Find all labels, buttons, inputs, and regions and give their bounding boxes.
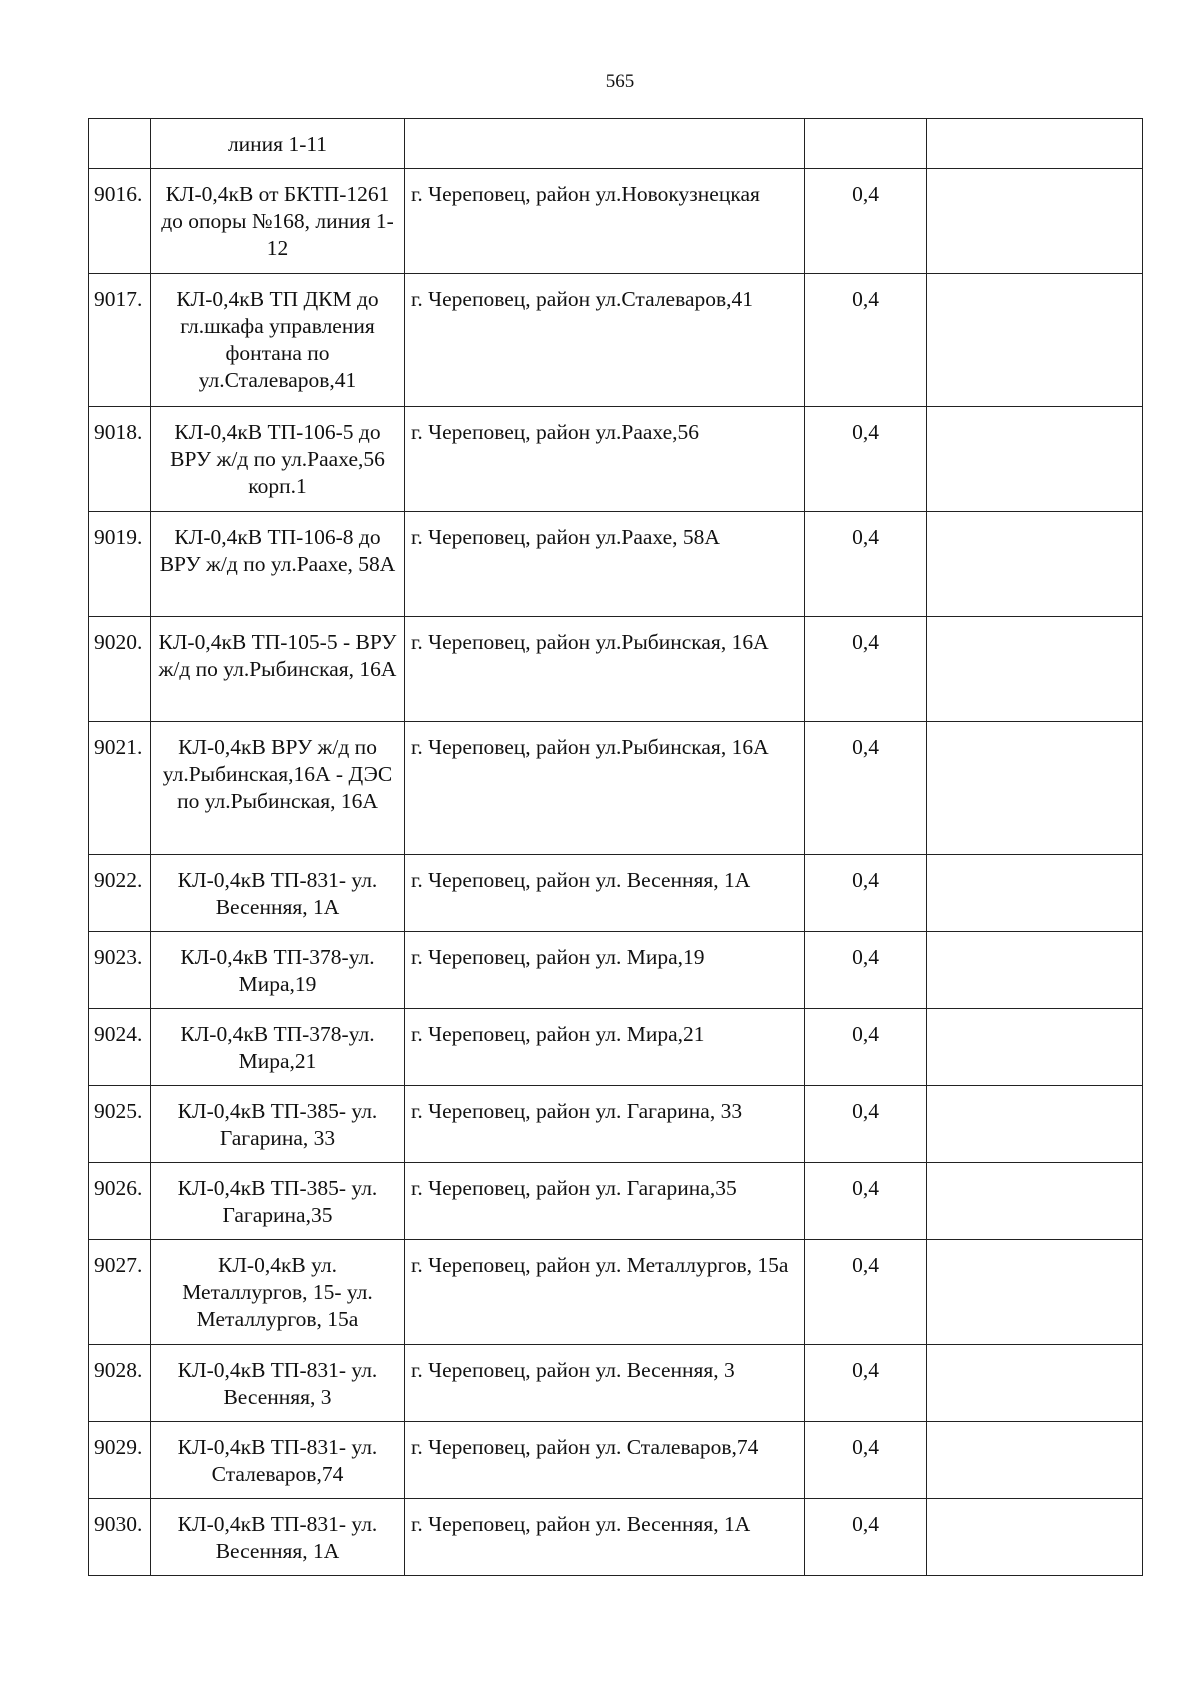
row-number: 9027. [89, 1240, 151, 1345]
page-number: 565 [605, 71, 635, 92]
row-number: 9016. [89, 169, 151, 274]
table-row [89, 274, 1143, 407]
voltage-cell: 0,4 [805, 407, 927, 512]
table-row [89, 1009, 1143, 1086]
note-cell [927, 1240, 1143, 1345]
row-number: 9030. [89, 1499, 151, 1576]
table-row [89, 855, 1143, 932]
line-name-cell: КЛ-0,4кВ ТП-106-5 до ВРУ ж/д по ул.Раахе,56 корп.1 [151, 407, 405, 512]
row-number: 9021. [89, 722, 151, 855]
table-row [89, 1499, 1143, 1576]
address-cell: г. Череповец, район ул. Мира,19 [405, 932, 805, 1009]
voltage-cell: 0,4 [805, 1009, 927, 1086]
line-name-cell: КЛ-0,4кВ ТП ДКМ до гл.шкафа управления фонтана по ул.Сталеваров,41 [151, 274, 405, 407]
note-cell [927, 1163, 1143, 1240]
line-name-cell: КЛ-0,4кВ от БКТП-1261 до опоры №168, линия 1-12 [151, 169, 405, 274]
table-row [89, 512, 1143, 617]
line-name-cell: КЛ-0,4кВ ТП-105-5 - ВРУ ж/д по ул.Рыбинская, 16А [151, 617, 405, 722]
table-row [89, 169, 1143, 274]
voltage-cell: 0,4 [805, 1345, 927, 1422]
note-cell [927, 617, 1143, 722]
table-row [89, 1086, 1143, 1163]
line-name-cell: КЛ-0,4кВ ТП-385- ул. Гагарина, 33 [151, 1086, 405, 1163]
note-cell [927, 512, 1143, 617]
line-name-cell: КЛ-0,4кВ ВРУ ж/д по ул.Рыбинская,16А - ДЭС по ул.Рыбинская, 16А [151, 722, 405, 855]
line-name-cell: КЛ-0,4кВ ТП-831- ул. Весенняя, 1А [151, 855, 405, 932]
note-cell [927, 855, 1143, 932]
row-number: 9029. [89, 1422, 151, 1499]
note-cell [927, 932, 1143, 1009]
note-cell [927, 1009, 1143, 1086]
address-cell: г. Череповец, район ул. Весенняя, 1А [405, 1499, 805, 1576]
table-row [89, 1240, 1143, 1345]
note-cell [927, 1422, 1143, 1499]
table-row [89, 617, 1143, 722]
table-row [89, 932, 1143, 1009]
line-name-cell: КЛ-0,4кВ ТП-831- ул. Весенняя, 1А [151, 1499, 405, 1576]
line-name-cell: КЛ-0,4кВ ТП-378-ул. Мира,21 [151, 1009, 405, 1086]
address-cell: г. Череповец, район ул.Сталеваров,41 [405, 274, 805, 407]
address-cell: г. Череповец, район ул.Раахе, 58А [405, 512, 805, 617]
voltage-cell: 0,4 [805, 722, 927, 855]
note-cell [927, 274, 1143, 407]
address-cell: г. Череповец, район ул. Весенняя, 3 [405, 1345, 805, 1422]
note-cell [927, 1499, 1143, 1576]
line-name-cell: КЛ-0,4кВ ул. Металлургов, 15- ул. Металлургов, 15а [151, 1240, 405, 1345]
row-number: 9025. [89, 1086, 151, 1163]
voltage-cell: 0,4 [805, 932, 927, 1009]
note-cell [927, 407, 1143, 512]
address-cell: г. Череповец, район ул.Рыбинская, 16А [405, 617, 805, 722]
table-row [89, 119, 1143, 169]
row-number: 9026. [89, 1163, 151, 1240]
row-number: 9019. [89, 512, 151, 617]
line-name-cell: КЛ-0,4кВ ТП-831- ул. Сталеваров,74 [151, 1422, 405, 1499]
voltage-cell: 0,4 [805, 169, 927, 274]
voltage-cell: 0,4 [805, 1086, 927, 1163]
voltage-cell [805, 119, 927, 169]
row-number: 9028. [89, 1345, 151, 1422]
note-cell [927, 119, 1143, 169]
voltage-cell: 0,4 [805, 855, 927, 932]
table-row [89, 1163, 1143, 1240]
voltage-cell: 0,4 [805, 1422, 927, 1499]
voltage-cell: 0,4 [805, 274, 927, 407]
address-cell: г. Череповец, район ул. Мира,21 [405, 1009, 805, 1086]
row-number: 9018. [89, 407, 151, 512]
voltage-cell: 0,4 [805, 1499, 927, 1576]
row-number: 9023. [89, 932, 151, 1009]
voltage-cell: 0,4 [805, 512, 927, 617]
address-cell: г. Череповец, район ул. Гагарина,35 [405, 1163, 805, 1240]
table-row [89, 1422, 1143, 1499]
row-number: 9024. [89, 1009, 151, 1086]
note-cell [927, 722, 1143, 855]
voltage-cell: 0,4 [805, 617, 927, 722]
asset-registry-table [88, 118, 1143, 1576]
address-cell: г. Череповец, район ул. Гагарина, 33 [405, 1086, 805, 1163]
line-name-cell: КЛ-0,4кВ ТП-378-ул. Мира,19 [151, 932, 405, 1009]
address-cell: г. Череповец, район ул. Сталеваров,74 [405, 1422, 805, 1499]
table-row [89, 1345, 1143, 1422]
line-name-cell: КЛ-0,4кВ ТП-385- ул. Гагарина,35 [151, 1163, 405, 1240]
address-cell: г. Череповец, район ул.Новокузнецкая [405, 169, 805, 274]
voltage-cell: 0,4 [805, 1240, 927, 1345]
note-cell [927, 1086, 1143, 1163]
address-cell: г. Череповец, район ул. Металлургов, 15а [405, 1240, 805, 1345]
note-cell [927, 1345, 1143, 1422]
line-name-cell: КЛ-0,4кВ ТП-831- ул. Весенняя, 3 [151, 1345, 405, 1422]
table-row [89, 407, 1143, 512]
address-cell: г. Череповец, район ул.Раахе,56 [405, 407, 805, 512]
note-cell [927, 169, 1143, 274]
row-number [89, 119, 151, 169]
address-cell [405, 119, 805, 169]
address-cell: г. Череповец, район ул. Весенняя, 1А [405, 855, 805, 932]
voltage-cell: 0,4 [805, 1163, 927, 1240]
table-row [89, 722, 1143, 855]
address-cell: г. Череповец, район ул.Рыбинская, 16А [405, 722, 805, 855]
row-number: 9020. [89, 617, 151, 722]
line-name-cell: КЛ-0,4кВ ТП-106-8 до ВРУ ж/д по ул.Раахе, 58А [151, 512, 405, 617]
row-number: 9017. [89, 274, 151, 407]
table-body [89, 119, 1143, 1576]
row-number: 9022. [89, 855, 151, 932]
line-name-cell: линия 1-11 [151, 119, 405, 169]
